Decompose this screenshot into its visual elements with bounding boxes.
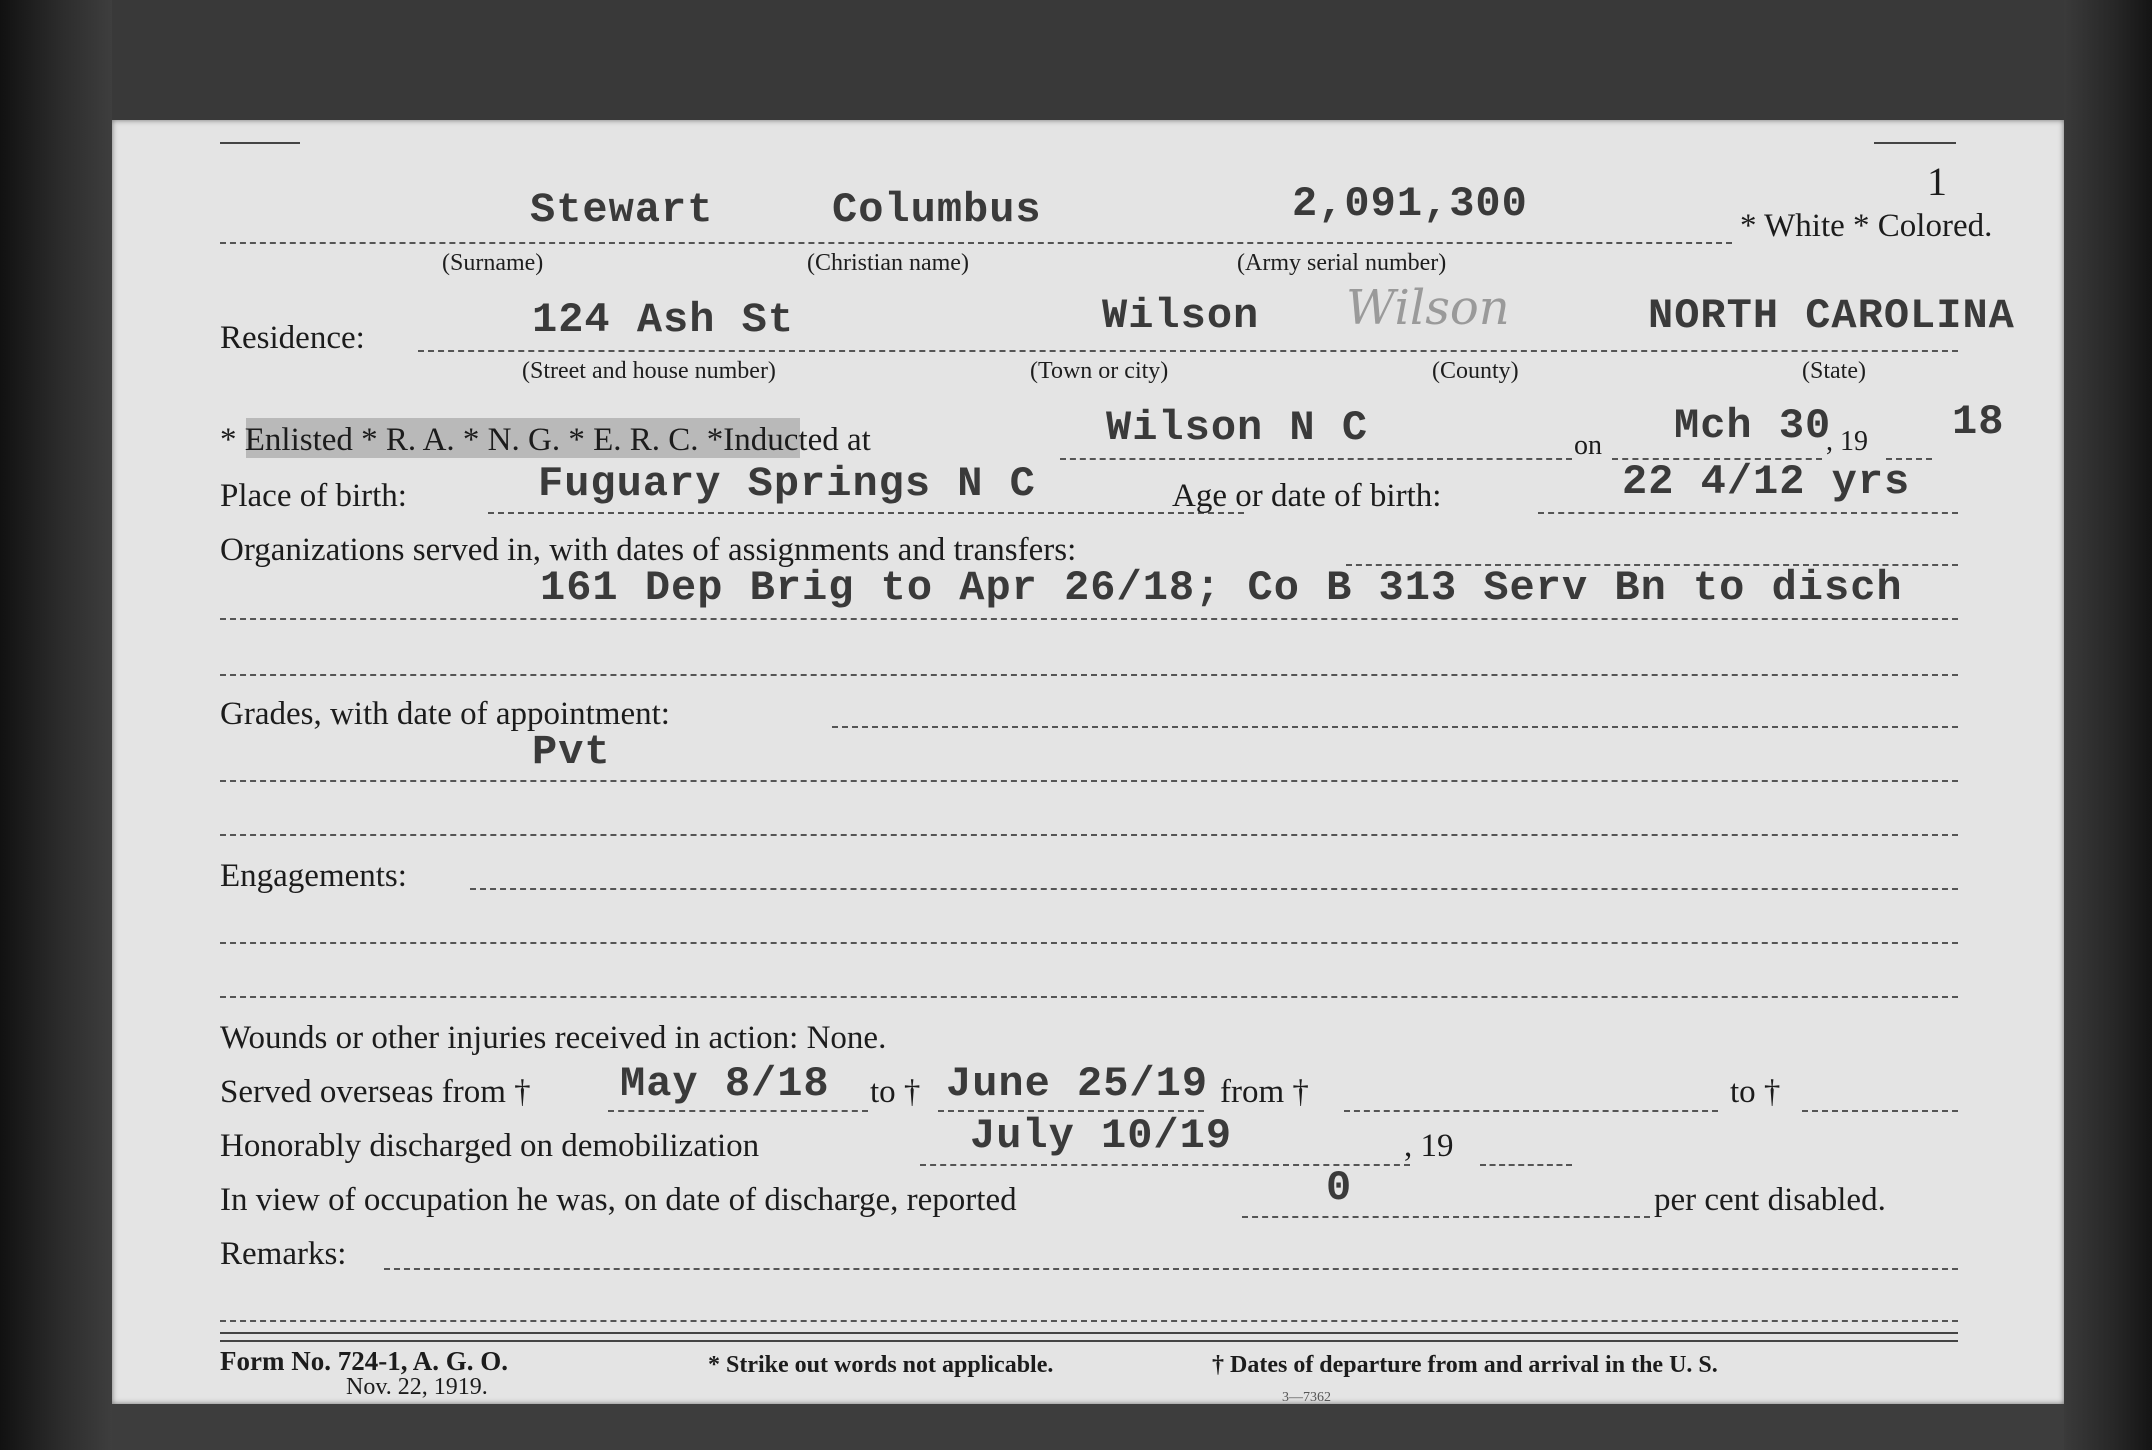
scanner-bezel-top: [112, 0, 2064, 120]
age-line: [1538, 512, 1958, 514]
grades-line-2: [220, 834, 1958, 836]
overseas-from-label: Served overseas from †: [220, 1074, 531, 1110]
birthplace-line: [488, 512, 1244, 514]
serial-caption: (Army serial number): [1237, 250, 1447, 276]
discharge-year-line: [1480, 1164, 1572, 1166]
surname-caption: (Surname): [442, 250, 544, 276]
town-caption: (Town or city): [1030, 358, 1169, 384]
top-left-rule: [220, 142, 300, 144]
grades-label-line: [832, 726, 1958, 728]
induction-date-value: Mch 30: [1674, 402, 1832, 450]
race-options: * White * Colored.: [1740, 208, 1993, 244]
discharge-year-prefix: , 19: [1404, 1128, 1454, 1164]
engagements-line-1: [220, 942, 1958, 944]
organizations-line-1: [220, 618, 1958, 620]
footnote-dates: † Dates of departure from and arrival in the U. S.: [1212, 1352, 1718, 1378]
overseas-to-label: to †: [870, 1074, 921, 1110]
inducted-at-line: [1060, 458, 1572, 460]
remarks-line-2: [220, 1320, 1958, 1322]
disability-label: In view of occupation he was, on date of discharge, reported: [220, 1182, 1017, 1218]
county-handwritten-value: Wilson: [1346, 280, 1510, 336]
grades-line-1: [220, 780, 1958, 782]
discharge-label: Honorably discharged on demobilization: [220, 1128, 760, 1164]
induction-year-value: 18: [1952, 398, 2005, 446]
overseas-from-value: May 8/18: [620, 1060, 830, 1108]
overseas-from2-label: from †: [1220, 1074, 1309, 1110]
christian-name-caption: (Christian name): [807, 250, 969, 276]
form-date: Nov. 22, 1919.: [346, 1374, 488, 1400]
overseas-to2-label: to †: [1730, 1074, 1781, 1110]
disability-line: [1242, 1216, 1650, 1218]
scanner-bezel-left: [0, 0, 112, 1450]
overseas-to2-line: [1802, 1110, 1958, 1112]
surname-value: Stewart: [530, 186, 714, 234]
inducted-at-value: Wilson N C: [1106, 404, 1369, 452]
engagements-line-2: [220, 996, 1958, 998]
christian-name-value: Columbus: [832, 186, 1042, 234]
name-line: [220, 242, 1732, 244]
induction-year-prefix: , 19: [1826, 426, 1868, 457]
engagements-label-line: [470, 888, 1958, 890]
age-label: Age or date of birth:: [1172, 478, 1442, 514]
remarks-label: Remarks:: [220, 1236, 347, 1272]
top-right-rule: [1874, 142, 1956, 144]
footer-rule-1: [220, 1332, 1958, 1334]
footer-rule-2: [220, 1340, 1958, 1342]
engagements-label: Engagements:: [220, 858, 407, 894]
town-value: Wilson: [1102, 292, 1260, 340]
footnote-strike: * Strike out words not applicable.: [708, 1352, 1054, 1378]
residence-line: [418, 350, 1958, 352]
street-caption: (Street and house number): [522, 358, 776, 384]
organizations-label: Organizations served in, with dates of assignments and transfers:: [220, 532, 1077, 568]
grades-label: Grades, with date of appointment:: [220, 696, 670, 732]
birthplace-value: Fuguary Springs N C: [538, 460, 1036, 508]
scanner-bezel-bottom: [112, 1404, 2064, 1450]
organizations-value: 161 Dep Brig to Apr 26/18; Co B 313 Serv Bn to disch: [540, 564, 1903, 612]
residence-label: Residence:: [220, 320, 365, 356]
age-value: 22 4/12 yrs: [1622, 458, 1911, 506]
disability-suffix: per cent disabled.: [1654, 1182, 1886, 1218]
print-code: 3—7362: [1282, 1390, 1331, 1405]
scanner-bezel-right: [2064, 0, 2152, 1450]
wounds-label: Wounds or other injuries received in action: None.: [220, 1020, 887, 1056]
enlisted-options: * Enlisted * R. A. * N. G. * E. R. C. *Inducted at: [220, 422, 871, 458]
on-label: on: [1574, 430, 1602, 461]
overseas-from-line: [608, 1110, 868, 1112]
overseas-to-value: June 25/19: [946, 1060, 1209, 1108]
street-value: 124 Ash St: [532, 296, 795, 344]
county-caption: (County): [1432, 358, 1519, 384]
form-number: Form No. 724-1, A. G. O.: [220, 1346, 508, 1376]
serial-number-value: 2,091,300: [1292, 180, 1528, 228]
state-caption: (State): [1802, 358, 1866, 384]
overseas-from2-line: [1344, 1110, 1718, 1112]
state-value: NORTH CAROLINA: [1648, 292, 2015, 340]
remarks-line: [384, 1268, 1958, 1270]
discharge-date-value: July 10/19: [970, 1112, 1233, 1160]
disability-value: 0: [1326, 1164, 1353, 1212]
service-record-card: [112, 120, 2064, 1404]
card-number: 1: [1927, 159, 1947, 204]
organizations-line-2: [220, 674, 1958, 676]
grade-value: Pvt: [532, 728, 611, 776]
birthplace-label: Place of birth:: [220, 478, 407, 514]
